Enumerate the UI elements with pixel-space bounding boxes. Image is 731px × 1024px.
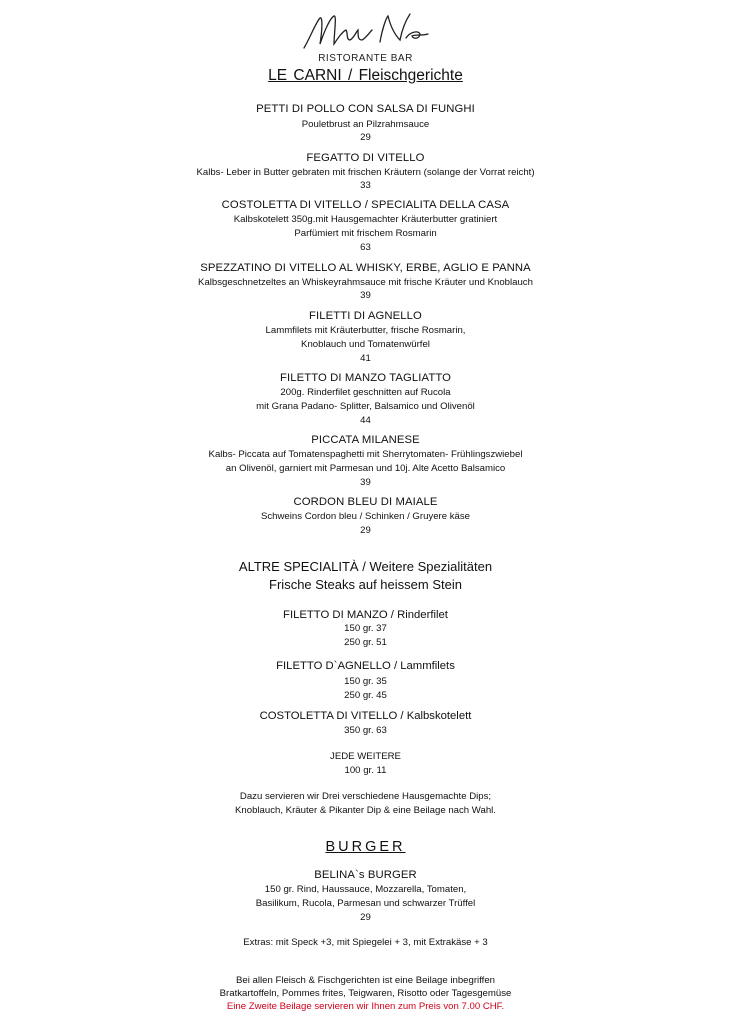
dish-price: 41	[360, 353, 371, 364]
steak-size-price: 250 gr. 45	[344, 690, 387, 701]
section-subtitle-altre: Frische Steaks auf heissem Stein	[269, 577, 462, 592]
dips-note: Dazu servieren wir Drei verschiedene Hausgemachte Dips;	[239, 791, 492, 802]
extra-price: 100 gr. 11	[344, 765, 387, 776]
dish-name: FEGATTO DI VITELLO	[306, 152, 425, 164]
footer-price-note: Eine Zweite Beilage servieren wir Ihnen zum Preis von 7.00 CHF.	[226, 1001, 505, 1012]
page-title: LE CARNI / Fleischgerichte	[268, 67, 463, 84]
steak-size-price: 250 gr. 51	[344, 637, 387, 648]
dish-name: FILETTI DI AGNELLO	[309, 310, 422, 322]
dish-price: 44	[360, 415, 371, 426]
dish-name: PICCATA MILANESE	[311, 434, 420, 446]
burger-name: BELINA`s BURGER	[314, 869, 417, 881]
extra-label: JEDE WEITERE	[330, 751, 401, 762]
dish-description: Pouletbrust an Pilzrahmsauce	[301, 119, 430, 130]
dish-price: 63	[360, 242, 371, 253]
footer-note: Bratkartoffeln, Pommes frites, Teigwaren, Risotto oder Tagesgemüse	[219, 988, 512, 999]
logo-subtitle: RISTORANTE BAR	[318, 53, 413, 64]
dish-description: mit Grana Padano- Splitter, Balsamico und Olivenöl	[256, 401, 475, 412]
burger-price: 29	[360, 912, 371, 923]
dish-description: Knoblauch und Tomatenwürfel	[301, 339, 430, 350]
logo-signature	[296, 8, 436, 58]
dish-description: an Olivenöl, garniert mit Parmesan und 10j. Alte Acetto Balsamico	[225, 463, 506, 474]
dish-name: FILETTO DI MANZO TAGLIATTO	[279, 372, 452, 384]
steak-size-price: 350 gr. 63	[344, 725, 387, 736]
dish-name: CORDON BLEU DI MAIALE	[293, 496, 438, 508]
burger-description: Basilikum, Rucola, Parmesan und schwarzer Trüffel	[255, 898, 476, 909]
steak-name: FILETTO D`AGNELLO / Lammfilets	[276, 660, 455, 672]
burger-extras: Extras: mit Speck +3, mit Spiegelei + 3, mit Extrakäse + 3	[243, 937, 488, 948]
dish-description: Kalbs- Leber in Butter gebraten mit frischen Kräutern (solange der Vorrat reicht)	[196, 167, 535, 178]
steak-name: COSTOLETTA DI VITELLO / Kalbskotelett	[259, 710, 472, 722]
dish-description: Kalbskotelett 350g.mit Hausgemachter Kräuterbutter gratiniert	[233, 214, 498, 225]
dips-note: Knoblauch, Kräuter & Pikanter Dip & eine Beilage nach Wahl.	[235, 805, 496, 816]
section-title-burger: BURGER	[325, 839, 406, 855]
dish-price: 39	[360, 477, 371, 488]
dish-price: 39	[360, 290, 371, 301]
dish-description: Parfümiert mit frischem Rosmarin	[294, 228, 437, 239]
dish-description: Lammfilets mit Kräuterbutter, frische Rosmarin,	[265, 325, 466, 336]
steak-name: FILETTO DI MANZO / Rinderfilet	[283, 609, 448, 621]
section-title-altre: ALTRE SPECIALITÀ / Weitere Spezialitäten	[238, 559, 493, 574]
dish-name: PETTI DI POLLO CON SALSA DI FUNGHI	[256, 103, 475, 115]
dish-description: Kalbs- Piccata auf Tomatenspaghetti mit Sherrytomaten- Frühlingszwiebel	[208, 449, 523, 460]
dish-description: Schweins Cordon bleu / Schinken / Gruyere käse	[260, 511, 471, 522]
steak-size-price: 150 gr. 35	[344, 676, 387, 687]
footer-note: Bei allen Fleisch & Fischgerichten ist eine Beilage inbegriffen	[236, 975, 495, 986]
dish-name: SPEZZATINO DI VITELLO AL WHISKY, ERBE, AGLIO E PANNA	[200, 262, 531, 274]
burger-description: 150 gr. Rind, Haussauce, Mozzarella, Tomaten,	[264, 884, 467, 895]
steak-size-price: 150 gr. 37	[344, 623, 387, 634]
dish-name: COSTOLETTA DI VITELLO / SPECIALITA DELLA CASA	[221, 199, 510, 211]
dish-price: 33	[360, 180, 371, 191]
dish-price: 29	[360, 132, 371, 143]
dish-description: Kalbsgeschnetzeltes an Whiskeyrahmsauce mit frische Kräuter und Knoblauch	[198, 277, 533, 288]
dish-description: 200g. Rinderfilet geschnitten auf Rucola	[280, 387, 451, 398]
dish-price: 29	[360, 525, 371, 536]
